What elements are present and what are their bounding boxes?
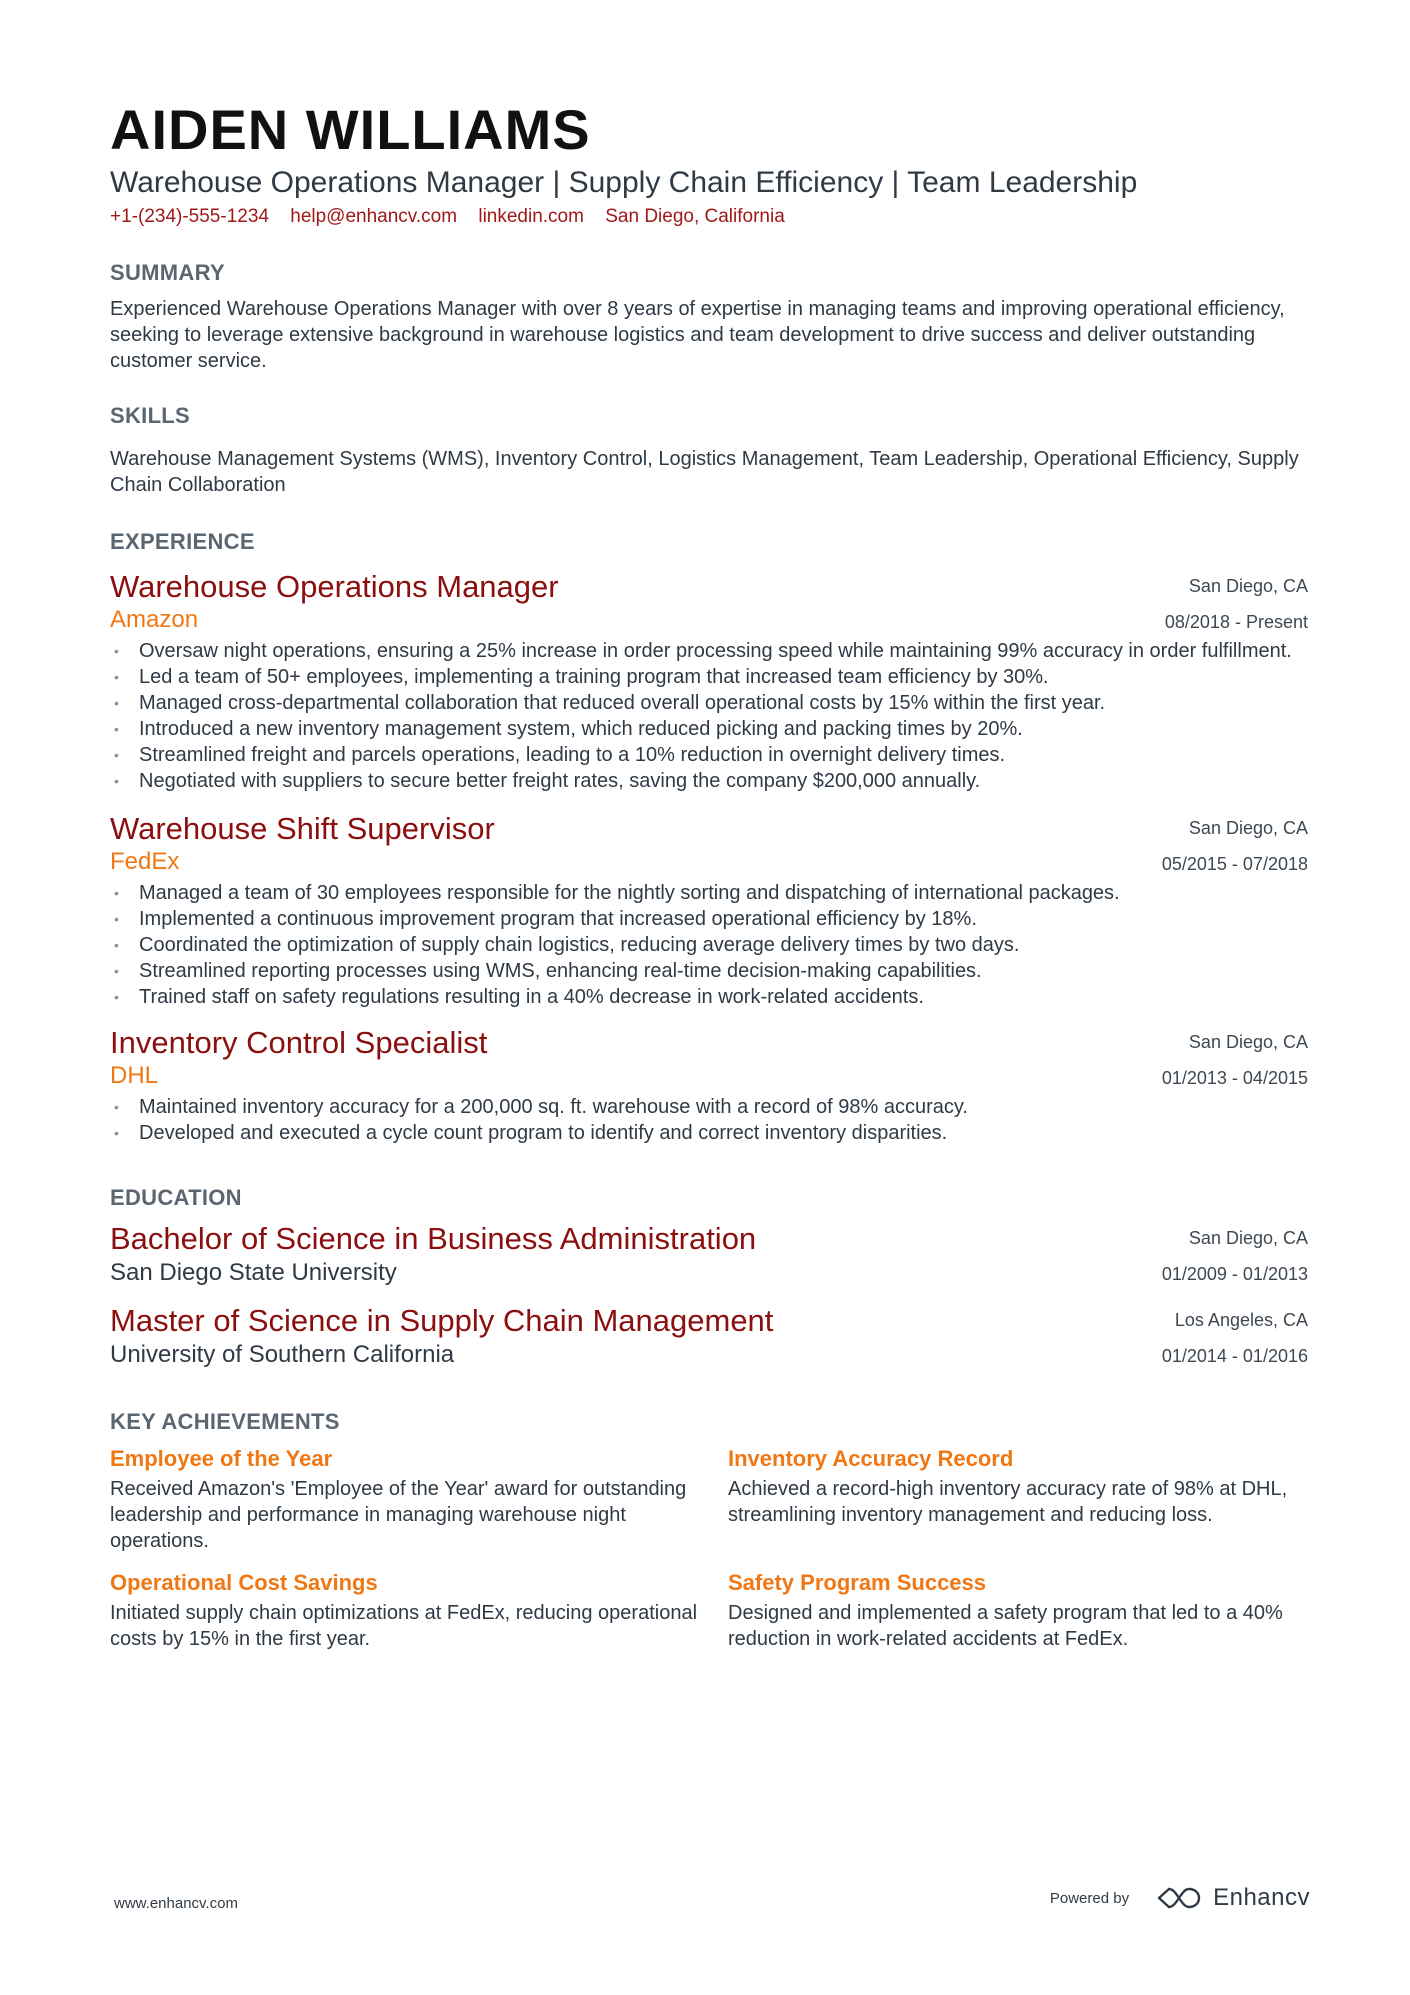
education-section bbox=[110, 1184, 1308, 1370]
experience-section bbox=[110, 528, 1308, 1146]
experience-entry bbox=[110, 1024, 1308, 1146]
school-name: San Diego State University bbox=[110, 1259, 397, 1286]
education-meta bbox=[1162, 1220, 1308, 1292]
achievement-text: Received Amazon's 'Employee of the Year' award for outstanding leadership and performance in managing warehouse night operations. bbox=[110, 1478, 687, 1552]
experience-entry bbox=[110, 568, 1308, 794]
candidate-name: AIDEN WILLIAMS bbox=[110, 98, 591, 161]
skills-text: Warehouse Management Systems (WMS), Inventory Control, Logistics Management, Team Leadership, Operational Efficiency, Supply Chain Collaboration bbox=[110, 448, 1299, 496]
brand-name: Enhancv bbox=[1213, 1884, 1310, 1911]
list-item: • Negotiated with suppliers to secure better freight rates, saving the company $200,000 annually. bbox=[110, 768, 1308, 794]
achievement-item bbox=[110, 1568, 728, 1652]
company-name: DHL bbox=[110, 1062, 159, 1089]
contact-linkedin[interactable]: linkedin.com bbox=[478, 206, 584, 227]
section-heading: SUMMARY bbox=[110, 260, 225, 285]
summary-text: Experienced Warehouse Operations Manager with over 8 years of expertise in managing teams and improving operational efficiency, seeking to leverage extensive background in warehouse logistics and team development to drive success and deliver outstanding customer service. bbox=[110, 298, 1285, 372]
achievement-title: Employee of the Year bbox=[110, 1446, 333, 1471]
achievements-section bbox=[110, 1408, 1308, 1652]
job-meta bbox=[1162, 810, 1308, 882]
education-meta bbox=[1162, 1302, 1308, 1374]
job-title: Inventory Control Specialist bbox=[110, 1025, 488, 1060]
section-heading: EDUCATION bbox=[110, 1185, 242, 1210]
achievement-title: Operational Cost Savings bbox=[110, 1570, 378, 1595]
school-location: San Diego, CA bbox=[1188, 1228, 1308, 1248]
job-dates: 05/2015 - 07/2018 bbox=[1161, 854, 1308, 874]
list-item: • Introduced a new inventory management system, which reduced picking and packing times by 20%. bbox=[110, 716, 1308, 742]
job-title: Warehouse Operations Manager bbox=[110, 569, 559, 604]
achievement-text: Initiated supply chain optimizations at FedEx, reducing operational costs by 15% in the first year. bbox=[110, 1602, 698, 1650]
footer-website[interactable]: www.enhancv.com bbox=[114, 1895, 238, 1912]
achievement-text: Designed and implemented a safety program that led to a 40% reduction in work-related accidents at FedEx. bbox=[728, 1602, 1283, 1650]
list-item: • Led a team of 50+ employees, implementing a training program that increased team efficiency by 30%. bbox=[110, 664, 1308, 690]
achievement-title: Inventory Accuracy Record bbox=[728, 1446, 1014, 1471]
school-dates: 01/2014 - 01/2016 bbox=[1161, 1346, 1308, 1366]
candidate-headline: Warehouse Operations Manager | Supply Chain Efficiency | Team Leadership bbox=[110, 166, 1138, 199]
list-item: • Maintained inventory accuracy for a 200,000 sq. ft. warehouse with a record of 98% accuracy. bbox=[110, 1094, 1308, 1120]
resume-header bbox=[110, 98, 1308, 230]
school-name: University of Southern California bbox=[110, 1341, 455, 1368]
contact-bar bbox=[110, 204, 1308, 230]
list-item: • Oversaw night operations, ensuring a 25% increase in order processing speed while maintaining 99% accuracy in order fulfillment. bbox=[110, 638, 1308, 664]
list-item: • Streamlined reporting processes using WMS, enhancing real-time decision-making capabilities. bbox=[110, 958, 1308, 984]
footer-branding bbox=[1050, 1884, 1310, 1912]
section-heading: KEY ACHIEVEMENTS bbox=[110, 1409, 340, 1434]
job-dates: 01/2013 - 04/2015 bbox=[1161, 1068, 1308, 1088]
job-bullets bbox=[110, 880, 1308, 1010]
job-bullets bbox=[110, 1094, 1308, 1146]
education-entry bbox=[110, 1302, 1308, 1370]
job-meta bbox=[1165, 568, 1308, 640]
section-heading: EXPERIENCE bbox=[110, 529, 255, 554]
achievement-item bbox=[728, 1444, 1308, 1554]
job-location: San Diego, CA bbox=[1188, 818, 1308, 838]
list-item: • Coordinated the optimization of supply chain logistics, reducing average delivery times by two days. bbox=[110, 932, 1308, 958]
list-item: • Managed a team of 30 employees responsible for the nightly sorting and dispatching of international packages. bbox=[110, 880, 1308, 906]
achievement-text: Achieved a record-high inventory accuracy rate of 98% at DHL, streamlining inventory management and reducing loss. bbox=[728, 1478, 1288, 1526]
job-meta bbox=[1162, 1024, 1308, 1096]
achievement-item bbox=[110, 1444, 728, 1554]
list-item: • Implemented a continuous improvement program that increased operational efficiency by 18%. bbox=[110, 906, 1308, 932]
summary-section bbox=[110, 259, 1308, 374]
degree-title: Bachelor of Science in Business Administration bbox=[110, 1221, 757, 1256]
job-dates: 08/2018 - Present bbox=[1164, 612, 1308, 632]
achievement-title: Safety Program Success bbox=[728, 1570, 987, 1595]
powered-by-label: Powered by bbox=[1049, 1889, 1130, 1907]
achievement-item bbox=[728, 1568, 1308, 1652]
education-entry bbox=[110, 1220, 1308, 1288]
school-location: Los Angeles, CA bbox=[1174, 1310, 1308, 1330]
job-location: San Diego, CA bbox=[1188, 1032, 1308, 1052]
skills-section bbox=[110, 402, 1308, 498]
contact-location: San Diego, California bbox=[605, 206, 785, 227]
list-item: • Managed cross-departmental collaboration that reduced overall operational costs by 15% within the first year. bbox=[110, 690, 1308, 716]
contact-email[interactable]: help@enhancv.com bbox=[290, 206, 458, 227]
contact-phone[interactable]: +1-(234)-555-1234 bbox=[110, 206, 269, 227]
achievements-grid bbox=[110, 1444, 1308, 1652]
list-item: • Developed and executed a cycle count program to identify and correct inventory disparities. bbox=[110, 1120, 1308, 1146]
company-name: Amazon bbox=[110, 606, 199, 633]
resume-page bbox=[110, 98, 1308, 1652]
experience-entry bbox=[110, 810, 1308, 1010]
section-heading: SKILLS bbox=[110, 403, 191, 428]
job-title: Warehouse Shift Supervisor bbox=[110, 811, 495, 846]
list-item: • Streamlined freight and parcels operations, leading to a 10% reduction in overnight delivery times. bbox=[110, 742, 1308, 768]
degree-title: Master of Science in Supply Chain Management bbox=[110, 1303, 774, 1338]
job-bullets bbox=[110, 638, 1308, 794]
enhancv-logo-icon bbox=[1155, 1885, 1203, 1911]
job-location: San Diego, CA bbox=[1188, 576, 1308, 596]
list-item: • Trained staff on safety regulations resulting in a 40% decrease in work-related accidents. bbox=[110, 984, 1308, 1010]
company-name: FedEx bbox=[110, 848, 180, 875]
school-dates: 01/2009 - 01/2013 bbox=[1161, 1264, 1308, 1284]
